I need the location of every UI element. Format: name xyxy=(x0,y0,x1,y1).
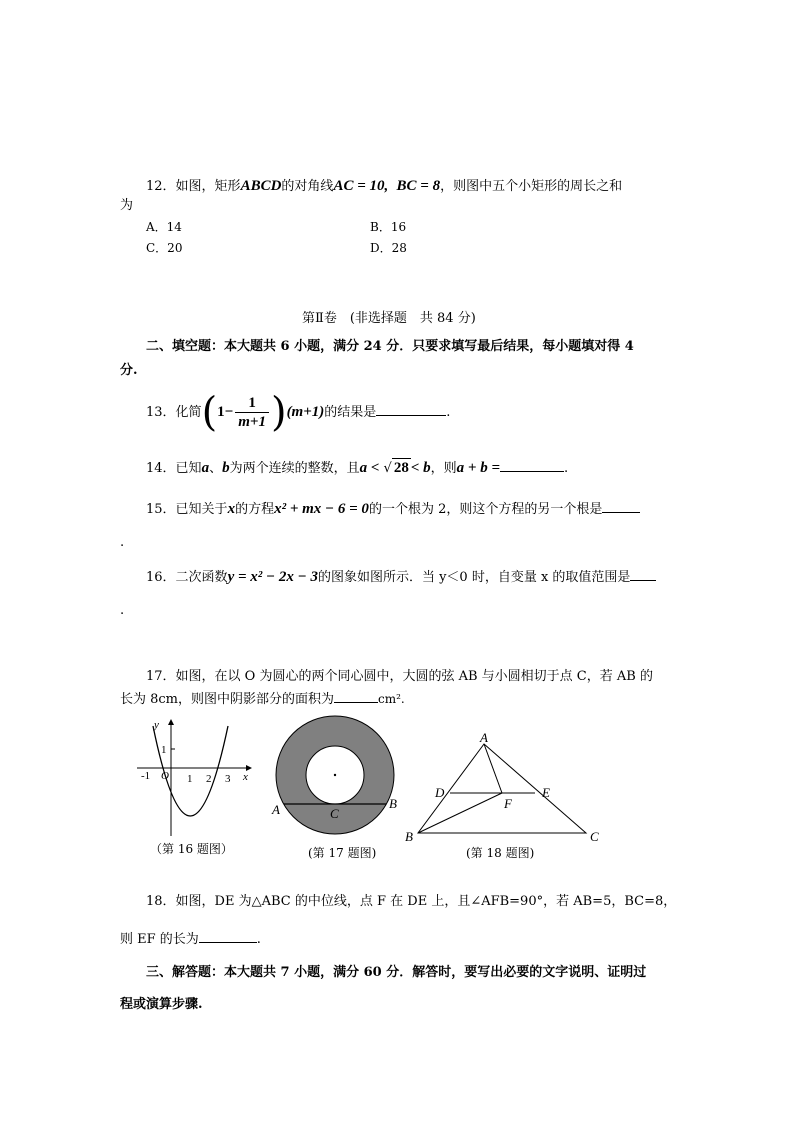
label-e: E xyxy=(542,785,550,800)
question-14: 14．已知a、b为两个连续的整数，且a < √ 28 < b，则a + b = . xyxy=(146,460,569,476)
label-a: A xyxy=(272,802,280,817)
answer-blank[interactable] xyxy=(199,930,257,943)
answer-blank[interactable] xyxy=(500,459,564,472)
segment-bf xyxy=(418,793,502,833)
option-d: D．28 xyxy=(370,241,407,255)
question-17-wrap: 长为 8cm，则图中阴影部分的面积为 cm². xyxy=(120,692,405,707)
option-c: C．20 xyxy=(146,241,183,255)
section-2-title: 第Ⅱ卷 (非选择题 共 84 分) xyxy=(302,311,476,326)
section-2-heading: 二、填空题：本大题共 6 小题，满分 24 分．只要求填写最后结果，每小题填对得 4 xyxy=(146,339,634,354)
tick-label-neg1: -1 xyxy=(141,770,151,782)
question-18-wrap: 则 EF 的长为 . xyxy=(120,932,261,947)
label-c: C xyxy=(590,829,599,844)
label-f: F xyxy=(504,796,512,811)
option-a: A．14 xyxy=(146,220,182,234)
origin-label: O xyxy=(161,770,169,782)
question-16-wrap: . xyxy=(120,603,125,618)
figure-17-caption: (第 17 题图) xyxy=(308,846,377,860)
label-c: C xyxy=(330,806,339,821)
figure-16-parabola xyxy=(135,714,260,844)
figure-16-caption: （第 16 题图） xyxy=(150,842,233,856)
x-axis-label: x xyxy=(243,771,248,783)
label-b: B xyxy=(405,829,413,844)
center-point xyxy=(334,774,336,776)
question-15: 15．已知关于x的方程x² + mx − 6 = 0的一个根为 2，则这个方程的另一个根是 xyxy=(146,500,640,519)
y-tick-label-1: 1 xyxy=(161,744,167,756)
tick-label-3: 3 xyxy=(225,773,231,785)
fraction: $\frac{1}{m+1}$ xyxy=(235,394,269,431)
tick-label-1: 1 xyxy=(187,773,193,785)
section-2-heading-wrap: 分. xyxy=(120,363,138,378)
question-12-wrap: 为 xyxy=(120,198,134,213)
section-3-heading-wrap: 程或演算步骤. xyxy=(120,997,203,1012)
question-16: 16．二次函数y = x² − 2x − 3的图象如图所示．当 y＜0 时，自变量 x 的取值范围是 xyxy=(146,568,656,587)
figure-17-circles xyxy=(268,712,408,842)
label-a: A xyxy=(480,730,488,745)
figure-18-caption: (第 18 题图) xyxy=(466,846,535,860)
figure-18-triangle xyxy=(400,732,610,847)
label-b: B xyxy=(389,796,397,811)
question-18: 18．如图，DE 为△ABC 的中位线，点 F 在 DE 上，且∠AFB=90°，若 AB=5，BC=8， xyxy=(146,894,677,909)
answer-blank[interactable] xyxy=(376,403,446,416)
question-15-wrap: . xyxy=(120,535,125,550)
answer-blank[interactable] xyxy=(334,690,378,703)
question-17: 17．如图，在以 O 为圆心的两个同心圆中，大圆的弦 AB 与小圆相切于点 C，若 AB 的 xyxy=(146,669,653,684)
section-3-heading: 三、解答题：本大题共 7 小题，满分 60 分．解答时，要写出必要的文字说明、证明过 xyxy=(146,965,647,980)
answer-blank[interactable] xyxy=(602,500,640,513)
label-d: D xyxy=(435,785,445,800)
y-axis-label: y xyxy=(154,719,159,731)
question-12: 12．如图，矩形ABCD的对角线AC = 10, BC = 8，则图中五个小矩形的周长之和 xyxy=(146,178,623,194)
tick-label-2: 2 xyxy=(206,773,212,785)
option-b: B．16 xyxy=(370,220,407,234)
answer-blank[interactable] xyxy=(630,568,656,581)
question-13: 13．化简(1− $\frac{1}{m+1}$ )(m+1)的结果是 . xyxy=(146,389,451,436)
